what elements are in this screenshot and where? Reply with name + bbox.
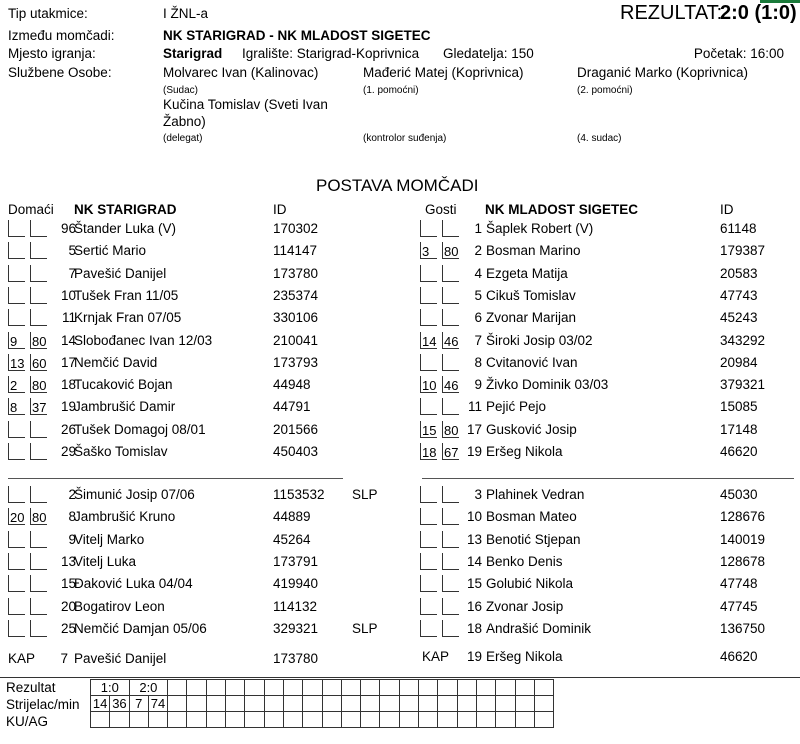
player-id: 173780 <box>273 265 319 281</box>
sub-minute-box <box>8 220 25 237</box>
sub-minute-box: 80 <box>32 378 47 394</box>
player-name: Bosman Mateo <box>486 509 577 525</box>
sub-minute-box <box>420 309 437 326</box>
footer-cell <box>534 680 553 696</box>
player-id: 235374 <box>273 287 319 303</box>
sub-minute-box: 18 <box>422 445 437 460</box>
away-side-label: Gosti <box>425 202 457 217</box>
sub-minute-box: 10 <box>422 378 437 394</box>
sub-minute-box: 80 <box>32 333 47 349</box>
home-team-name: NK STARIGRAD <box>74 202 177 217</box>
sub-minute-box <box>8 531 25 548</box>
player-number: 15 <box>60 576 76 592</box>
player-name: Pavešić Danijel <box>74 265 167 281</box>
footer-cell <box>322 680 341 696</box>
player-number: 14 <box>60 332 76 348</box>
away-captain-name: Eršeg Nikola <box>486 649 563 664</box>
player-id: 44948 <box>273 377 311 393</box>
sub-minute-box: 60 <box>32 355 47 371</box>
player-id: 136750 <box>720 620 766 636</box>
footer-scorer-cell <box>438 696 457 712</box>
sub-minute-box: 8 <box>8 398 25 415</box>
player-name: Nemčić Damjan 05/06 <box>74 620 207 636</box>
sub-minute-box <box>420 553 437 570</box>
player-name: Šimunić Josip 07/06 <box>74 487 195 502</box>
footer-scorer-cell: 36 <box>110 696 129 712</box>
player-id: 44791 <box>273 399 311 415</box>
official-name: Draganić Marko (Koprivnica) <box>577 65 749 80</box>
sub-minute-box <box>8 553 25 570</box>
player-id: 173791 <box>273 553 319 569</box>
player-number: 18 <box>60 377 76 393</box>
home-side-label: Domaći <box>8 202 54 217</box>
sub-minute-box: 37 <box>32 400 47 416</box>
player-number: 9 <box>474 377 482 393</box>
official-role: (1. pomoćni) <box>363 85 419 96</box>
player-name: Tušek Fran 11/05 <box>74 287 179 303</box>
player-number: 7 <box>474 332 482 348</box>
player-number: 3 <box>474 487 482 502</box>
player-id: 47748 <box>720 576 758 592</box>
player-name: Ezgeta Matija <box>486 265 568 281</box>
player-note: SLP <box>352 487 378 502</box>
footer-cell <box>187 712 206 728</box>
footer-scorer-cell <box>226 696 245 712</box>
footer-cell <box>303 680 322 696</box>
player-name: Benko Denis <box>486 553 563 569</box>
sub-minute-box: 14 <box>422 333 437 349</box>
footer-cell <box>476 680 495 696</box>
sub-minute-box <box>420 620 437 637</box>
footer-cell <box>245 712 264 728</box>
player-name: Cvitanović Ivan <box>486 354 578 370</box>
footer-scorer-cell <box>187 696 206 712</box>
player-id: 343292 <box>720 332 766 348</box>
footer-scorer-cell <box>419 696 438 712</box>
footer-cell <box>496 680 515 696</box>
sub-minute-box: 46 <box>444 378 459 394</box>
footer-cell <box>380 712 399 728</box>
player-id: 47743 <box>720 287 758 303</box>
footer-row <box>91 696 554 712</box>
player-number: 13 <box>60 553 76 569</box>
player-id: 46620 <box>720 444 758 459</box>
player-id: 379321 <box>720 377 766 393</box>
player-number: 26 <box>60 421 76 437</box>
player-number: 5 <box>68 243 76 259</box>
player-id: 210041 <box>273 332 319 348</box>
player-id: 114132 <box>273 598 318 614</box>
footer-cell <box>361 712 380 728</box>
sub-minute-box <box>8 287 25 304</box>
player-name: Eršeg Nikola <box>486 444 563 459</box>
teams-label: Između momčadi: <box>8 28 115 43</box>
home-captain-number: 7 <box>60 651 68 666</box>
player-number: 9 <box>68 531 76 547</box>
player-name: Jambrušić Kruno <box>74 509 176 525</box>
sub-minute-box <box>420 508 437 525</box>
footer-scorer-cell <box>303 696 322 712</box>
sub-minute-box <box>420 531 437 548</box>
spectators-info: Gledatelja: 150 <box>443 46 534 61</box>
footer-cell <box>283 712 302 728</box>
player-id: 45030 <box>720 487 758 502</box>
footer-result-cell: 1:0 <box>91 680 130 696</box>
footer-ku-label: KU/AG <box>6 714 49 729</box>
footer-cell <box>361 680 380 696</box>
sub-minute-box <box>8 265 25 282</box>
sub-minute-box <box>8 443 25 460</box>
sub-minute-box <box>8 486 25 503</box>
footer-top-rule <box>0 677 800 678</box>
player-number: 13 <box>466 531 482 547</box>
player-number: 8 <box>474 354 482 370</box>
player-name: Štander Luka (V) <box>74 221 177 236</box>
player-id: 1153532 <box>273 487 325 502</box>
footer-cell <box>303 712 322 728</box>
player-number: 5 <box>474 287 482 303</box>
player-id: 61148 <box>720 221 757 236</box>
footer-scorer-cell <box>322 696 341 712</box>
player-number: 18 <box>466 620 482 636</box>
sub-minute-box: 13 <box>10 355 25 371</box>
away-id-header: ID <box>720 202 734 217</box>
player-id: 15085 <box>720 399 758 415</box>
player-number: 17 <box>60 354 76 370</box>
footer-cell <box>245 680 264 696</box>
sub-minute-box <box>420 486 437 503</box>
official-role: (4. sudac) <box>577 133 622 144</box>
sub-minute-box <box>8 598 25 615</box>
footer-cell <box>206 680 225 696</box>
footer-cell <box>534 712 553 728</box>
venue-value: Starigrad <box>163 46 223 61</box>
player-id: 140019 <box>720 531 766 547</box>
footer-cell <box>515 680 534 696</box>
player-name: Cikuš Tomislav <box>486 287 576 303</box>
official-name: Mađerić Matej (Koprivnica) <box>363 65 524 80</box>
footer-scorer-cell <box>496 696 515 712</box>
player-name: Pejić Pejo <box>486 399 547 415</box>
sub-minute-box <box>8 421 25 438</box>
player-number: 19 <box>466 444 482 459</box>
player-id: 47745 <box>720 598 758 614</box>
player-number: 29 <box>60 444 76 459</box>
footer-scorer-cell <box>399 696 418 712</box>
footer-cell <box>399 680 418 696</box>
pitch-info: Igralište: Starigrad-Koprivnica <box>242 46 420 61</box>
footer-cell <box>457 680 476 696</box>
player-id: 128676 <box>720 509 766 525</box>
sub-minute-box: 80 <box>32 510 47 526</box>
player-name: Sertić Mario <box>74 243 147 259</box>
player-number: 16 <box>466 598 482 614</box>
sub-minute-box: 80 <box>444 422 459 438</box>
footer-grid <box>90 679 554 728</box>
footer-scorer-cell <box>245 696 264 712</box>
footer-cell <box>476 712 495 728</box>
home-captain-id: 173780 <box>273 651 319 666</box>
player-name: Gusković Josip <box>486 421 577 437</box>
footer-cell <box>187 680 206 696</box>
footer-result-cell: 2:0 <box>129 680 168 696</box>
home-captain-name: Pavešić Danijel <box>74 651 167 666</box>
footer-cell <box>283 680 302 696</box>
player-number: 2 <box>68 487 76 502</box>
player-number: 10 <box>466 509 482 525</box>
footer-cell <box>322 712 341 728</box>
footer-scorer-cell <box>457 696 476 712</box>
sub-minute-box <box>8 620 25 637</box>
sub-minute-box: 9 <box>8 332 25 349</box>
official-role: (2. pomoćni) <box>577 85 633 96</box>
footer-cell <box>419 680 438 696</box>
footer-scorer-cell: 74 <box>148 696 167 712</box>
player-name: Zvonar Josip <box>486 598 564 614</box>
player-id: 128678 <box>720 553 766 569</box>
footer-cell <box>226 712 245 728</box>
footer-cell <box>438 680 457 696</box>
sub-minute-box <box>420 398 437 415</box>
player-number: 11 <box>61 310 76 326</box>
footer-scorer-cell <box>534 696 553 712</box>
player-name: Vitelj Marko <box>74 531 145 547</box>
player-number: 20 <box>60 598 76 614</box>
officials-label: Službene Osobe: <box>8 65 112 80</box>
sub-minute-box <box>8 575 25 592</box>
result-label: REZULTAT: <box>620 2 723 24</box>
away-captain-number: 19 <box>466 649 482 664</box>
player-name: Šaplek Robert (V) <box>486 221 594 236</box>
home-id-header: ID <box>273 202 287 217</box>
footer-cell <box>515 712 534 728</box>
sub-minute-box <box>420 598 437 615</box>
away-divider <box>422 478 794 479</box>
player-id: 330106 <box>273 310 319 326</box>
footer-cell <box>496 712 515 728</box>
player-name: Slobođanec Ivan 12/03 <box>74 332 213 348</box>
player-number: 4 <box>474 265 482 281</box>
official-name-cont: Žabno) <box>163 114 206 129</box>
footer-scorer-cell <box>380 696 399 712</box>
player-name: Benotić Stjepan <box>486 531 581 547</box>
player-name: Andrašić Dominik <box>486 620 592 636</box>
sub-minute-box <box>420 265 437 282</box>
player-id: 450403 <box>273 444 319 459</box>
match-type-value: I ŽNL-a <box>163 6 209 21</box>
footer-cell <box>380 680 399 696</box>
footer-cell <box>264 712 283 728</box>
official-role: (Sudac) <box>163 85 199 96</box>
player-id: 20984 <box>720 354 758 370</box>
footer-scorer-cell <box>341 696 360 712</box>
player-number: 11 <box>467 399 482 415</box>
player-name: Zvonar Marijan <box>486 310 577 326</box>
player-id: 45243 <box>720 310 758 326</box>
footer-cell <box>419 712 438 728</box>
player-id: 45264 <box>273 531 311 547</box>
away-captain-id: 46620 <box>720 649 758 664</box>
footer-row <box>91 680 554 696</box>
footer-cell <box>168 680 187 696</box>
sub-minute-box: 15 <box>422 422 437 438</box>
footer-scorer-label: Strijelac/min <box>6 697 80 712</box>
sub-minute-box <box>420 220 437 237</box>
player-name: Živko Dominik 03/03 <box>486 377 609 393</box>
player-number: 25 <box>60 620 76 636</box>
footer-cell <box>226 680 245 696</box>
footer-cell <box>341 712 360 728</box>
player-number: 8 <box>68 509 76 525</box>
player-name: Đaković Luka 04/04 <box>74 576 193 592</box>
footer-scorer-cell <box>264 696 283 712</box>
footer-cell <box>457 712 476 728</box>
sub-minute-box <box>420 354 437 371</box>
player-name: Jambrušić Damir <box>74 399 176 415</box>
player-id: 179387 <box>720 243 766 259</box>
footer-row <box>91 712 554 728</box>
player-id: 20583 <box>720 265 758 281</box>
footer-scorer-cell <box>361 696 380 712</box>
player-number: 2 <box>474 243 482 259</box>
player-number: 15 <box>466 576 482 592</box>
start-time: Početak: 16:00 <box>693 46 784 61</box>
sub-minute-box <box>8 309 25 326</box>
footer-scorer-cell: 14 <box>91 696 110 712</box>
player-number: 10 <box>60 287 76 303</box>
player-id: 173793 <box>273 354 319 370</box>
sub-minute-box: 3 <box>420 242 437 259</box>
match-type-label: Tip utakmice: <box>8 6 88 21</box>
player-name: Vitelj Luka <box>74 553 137 569</box>
teams-value: NK STARIGRAD - NK MLADOST SIGETEC <box>163 28 431 43</box>
away-captain-label: KAP <box>422 649 450 664</box>
player-name: Tucaković Bojan <box>74 377 173 393</box>
player-number: 96 <box>60 221 76 236</box>
player-name: Bosman Marino <box>486 243 581 259</box>
footer-scorer-cell <box>168 696 187 712</box>
venue-label: Mjesto igranja: <box>8 46 96 61</box>
player-id: 114147 <box>273 243 318 259</box>
sub-minute-box <box>420 575 437 592</box>
player-name: Plahinek Vedran <box>486 487 585 502</box>
sub-minute-box: 46 <box>444 333 459 349</box>
home-divider <box>8 478 343 479</box>
sub-minute-box: 80 <box>444 244 459 260</box>
footer-scorer-cell <box>476 696 495 712</box>
sub-minute-box <box>8 242 25 259</box>
footer-cell <box>148 712 167 728</box>
lineup-title: POSTAVA MOMČADI <box>316 176 479 195</box>
footer-scorer-cell: 7 <box>129 696 148 712</box>
player-number: 7 <box>68 265 76 281</box>
sub-minute-box: 2 <box>8 376 25 393</box>
official-name: Kučina Tomislav (Sveti Ivan <box>163 97 328 112</box>
player-number: 17 <box>466 421 482 437</box>
player-id: 44889 <box>273 509 311 525</box>
footer-cell <box>206 712 225 728</box>
player-id: 201566 <box>273 421 319 437</box>
official-name: Molvarec Ivan (Kalinovac) <box>163 65 319 80</box>
player-number: 1 <box>474 221 482 236</box>
player-number: 19 <box>60 399 76 415</box>
sub-minute-box: 67 <box>444 445 459 460</box>
player-name: Nemčić David <box>74 354 158 370</box>
away-team-name: NK MLADOST SIGETEC <box>485 202 639 217</box>
player-name: Tušek Domagoj 08/01 <box>74 421 206 437</box>
footer-scorer-cell <box>515 696 534 712</box>
result-value: 2:0 (1:0) <box>720 2 797 24</box>
player-note: SLP <box>352 620 378 636</box>
footer-cell <box>110 712 129 728</box>
footer-scorer-cell <box>206 696 225 712</box>
footer-cell <box>91 712 110 728</box>
player-number: 6 <box>474 310 482 326</box>
footer-cell <box>168 712 187 728</box>
player-name: Golubić Nikola <box>486 576 574 592</box>
official-role: (delegat) <box>163 133 203 144</box>
footer-cell <box>399 712 418 728</box>
footer-cell <box>438 712 457 728</box>
footer-cell <box>129 712 148 728</box>
official-role: (kontrolor suđenja) <box>363 133 447 144</box>
sub-minute-box: 20 <box>10 510 25 526</box>
player-id: 329321 <box>273 620 319 636</box>
footer-cell <box>264 680 283 696</box>
player-number: 14 <box>466 553 482 569</box>
player-id: 170302 <box>273 221 319 236</box>
player-name: Široki Josip 03/02 <box>486 332 593 348</box>
footer-cell <box>341 680 360 696</box>
player-name: Šaško Tomislav <box>74 444 168 459</box>
sub-minute-box <box>420 287 437 304</box>
player-id: 17148 <box>720 421 758 437</box>
player-id: 419940 <box>273 576 319 592</box>
footer-scorer-cell <box>283 696 302 712</box>
player-name: Bogatirov Leon <box>74 598 165 614</box>
home-captain-label: KAP <box>8 651 36 666</box>
player-name: Krnjak Fran 07/05 <box>74 310 182 326</box>
footer-result-label: Rezultat <box>6 680 56 695</box>
